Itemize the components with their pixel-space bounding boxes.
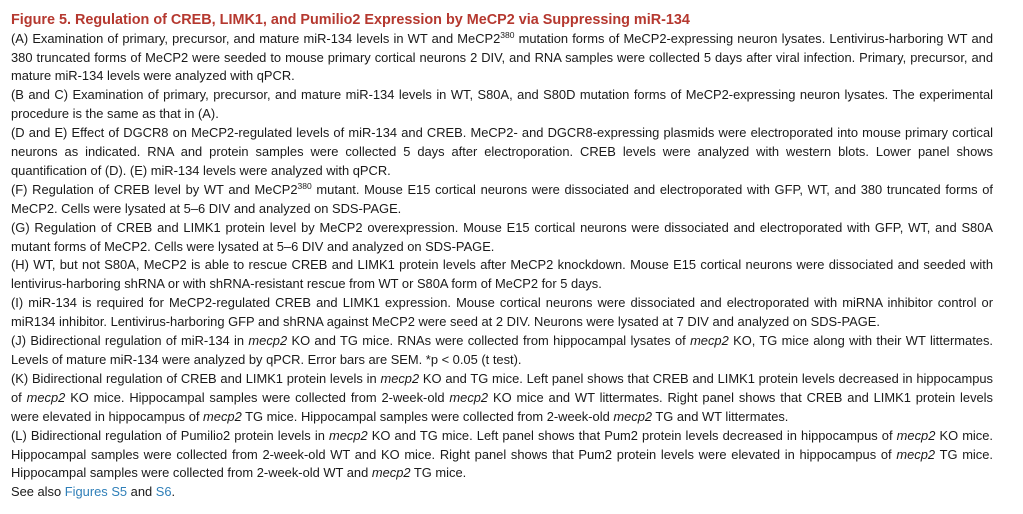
panel-f-description: (F) Regulation of CREB level by WT and $MeCP2^{380}$ mutant. Mouse E15 cortical neurons were dissociated and electroporated with GFP, WT, and 380 truncated forms of MeCP2. Cells were lysated at 5–6 DIV and analyzed on SDS-PAGE. — [11, 180, 993, 216]
panel-i-description: (I) miR-134 is required for MeCP2-regulated CREB and LIMK1 expression. Mouse cortical neurons were dissociated and electroporated with miRNA inhibitor control or miR134 inhibitor. Lentivirus-harboring GFP and shRNA against MeCP2 were seed at 2 DIV. Neurons were lysated at 7 DIV and analyzed on SDS-PAGE. — [11, 295, 993, 330]
figures-s5-link[interactable]: Figures S5 — [64, 484, 128, 500]
panel-g-description: (G) Regulation of CREB and LIMK1 protein level by MeCP2 overexpression. Mouse E15 cortical neurons were dissociated and electroporated with GFP, WT, and S80A mutant forms of MeCP2. Cells were lysated at 5–6 DIV and analyzed on SDS-PAGE. — [11, 219, 993, 254]
panel-bc-description: (B and C) Examination of primary, precursor, and mature miR-134 levels in WT, S80A, and S80D mutation forms of MeCP2-expressing neuron lysates. The experimental procedure is the same as that in (A). — [11, 87, 993, 122]
panel-h-description: (H) WT, but not S80A, MeCP2 is able to rescue CREB and LIMK1 protein levels after MeCP2 knockdown. Mouse E15 cortical neurons were dissociated and seeded with lentivirus-harboring shRNA or with shRNA-resistant rescue from WT or S80A form of MeCP2 for 5 days. — [11, 257, 993, 292]
figure-caption — [11, 11, 993, 502]
panel-k-description: (K) Bidirectional regulation of CREB and LIMK1 protein levels in mecp2 KO and TG mice. Left panel shows that CREB and LIMK1 protein levels decreased in hippocampus of mecp2 KO mice. Hippocampal samples were collected from 2-week-old mecp2 KO mice and WT littermates. Right panel shows that CREB and LIMK1 protein levels were elevated in hippocampus of mecp2 TG mice. Hippocampal samples were collected from 2-week-old mecp2 TG and WT littermates. — [11, 370, 993, 424]
panel-l-description: (L) Bidirectional regulation of Pumilio2 protein levels in mecp2 KO and TG mice. Left panel shows that Pum2 protein levels decreased in hippocampus of mecp2 KO mice. Hippocampal samples were collected from 2-week-old WT and KO mice. Right panel shows that Pum2 protein levels were elevated in hippocampus of mecp2 TG mice. Hippocampal samples were collected from 2-week-old WT and mecp2 TG mice. — [11, 427, 993, 481]
panel-j-description: (J) Bidirectional regulation of miR-134 in mecp2 KO and TG mice. RNAs were collected from hippocampal lysates of mecp2 KO, TG mice along with their WT littermates. Levels of mature miR-134 were analyzed by qPCR. Error bars are SEM. *p < 0.05 (t test). — [11, 333, 993, 367]
panel-de-description: (D and E) Effect of DGCR8 on MeCP2-regulated levels of miR-134 and CREB. MeCP2- and DGCR8-expressing plasmids were electroporated into mouse primary cortical neurons as indicated. RNA and protein samples were collected 5 days after electroporation. CREB levels were analyzed with western blots. Lower panel shows quantification of (D). (E) miR-134 levels were analyzed with qPCR. — [11, 125, 993, 178]
see-also-line: See also Figures S5 and S6. — [11, 484, 176, 500]
figure-title: Figure 5. Regulation of CREB, LIMK1, and Pumilio2 Expression by MeCP2 via Suppressing miR-134 — [11, 12, 690, 28]
panel-a-description: (A) Examination of primary, precursor, and mature miR-134 levels in WT and $MeCP2^{380}$ mutation forms of MeCP2-expressing neuron lysates. Lentivirus-harboring WT and 380 truncated forms of MeCP2 were seeded to mouse primary cortical neurons 2 DIV, and RNA samples were collected 5 days after viral infection. Primary, precursor, and mature miR-134 levels were analyzed with qPCR. — [11, 29, 993, 84]
figure-s6-link[interactable]: S6 — [155, 484, 172, 500]
